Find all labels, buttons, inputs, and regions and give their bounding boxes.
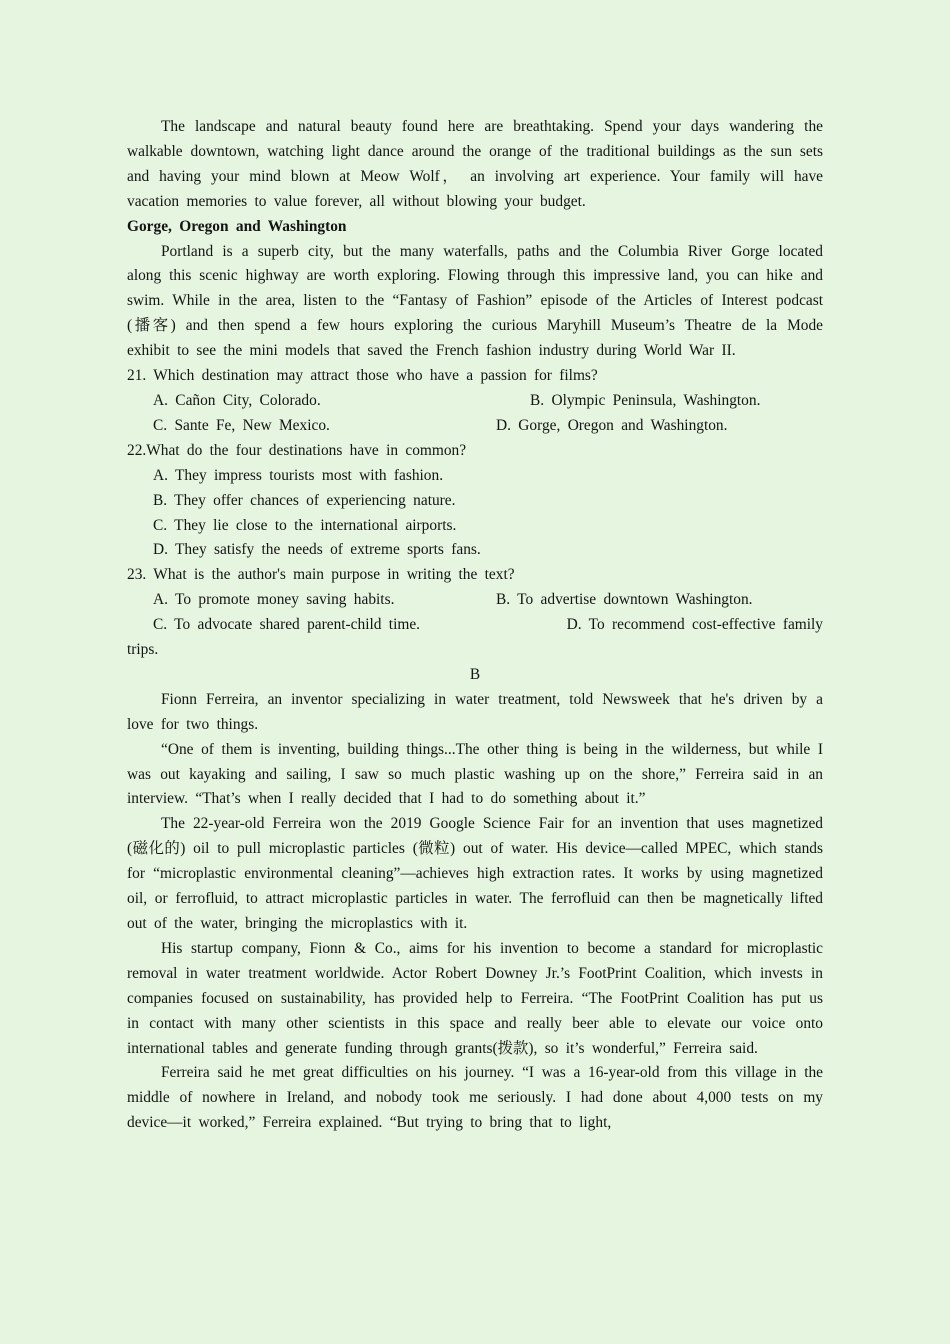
paragraph-b-1: Fionn Ferreira, an inventor specializing in water treatment, told Newsweek that he's driven by a love for two things.	[127, 690, 823, 733]
paragraph-b-3: The 22-year-old Ferreira won the 2019 Google Science Fair for an invention that uses magnetized (磁化的) oil to pull microplastic particles (微粒) out of water. His device—called MPEC, which stands for “microplastic environmental cleaning”—achieves high extraction rates. It works by using magnetized oil, or ferrofluid, to attract microplastic particles in water. The ferrofluid can then be magnetically lifted out of the water, bringing the microplastics with it.	[127, 815, 823, 932]
question-21-option-a: A. Cañon City, Colorado.	[153, 391, 321, 409]
question-22-option-d: D. They satisfy the needs of extreme sports fans.	[153, 541, 481, 559]
question-22-stem: 22.What do the four destinations have in common?	[127, 441, 467, 459]
question-23-options-row-2	[153, 613, 823, 638]
question-22-option-a: A. They impress tourists most with fashion.	[153, 466, 444, 484]
question-23-option-a: A. To promote money saving habits.	[153, 591, 395, 609]
paragraph-b-4: His startup company, Fionn & Co., aims for his invention to become a standard for microplastic removal in water treatment worldwide. Actor Robert Downey Jr.’s FootPrint Coalition, which invests in companies focused on sustainability, has provided help to Ferreira. “The FootPrint Coalition has put us in contact with many other scientists in this space and really beer able to elevate our voice onto international tables and generate funding through grants(拨款), so it’s wonderful,” Ferreira said.	[127, 939, 823, 1057]
section-label-b: B	[469, 665, 481, 683]
question-23-option-b: B. To advertise downtown Washington.	[496, 591, 753, 609]
question-22-option-c: C. They lie close to the international airports.	[153, 516, 457, 534]
question-21-option-d: D. Gorge, Oregon and Washington.	[496, 416, 728, 434]
question-23-options-row-1	[153, 588, 823, 613]
question-21-options-row-2	[153, 414, 823, 439]
question-23-option-d-continuation: trips.	[127, 641, 159, 659]
heading-gorge: Gorge, Oregon and Washington	[127, 217, 347, 235]
question-21-option-b: B. Olympic Peninsula, Washington.	[530, 391, 761, 409]
paragraph-b-2: “One of them is inventing, building things...The other thing is being in the wilderness, but while I was out kayaking and sailing, I saw so much plastic washing up on the shore,” Ferreira said in an interview. “That’s when I really decided that I had to do something about it.”	[127, 740, 823, 808]
question-23-option-d: D. To recommend cost-effective family	[566, 616, 823, 634]
question-21-stem: 21. Which destination may attract those who have a passion for films?	[127, 367, 598, 385]
question-21-options-row-1	[153, 389, 823, 414]
paragraph-meow-wolf: The landscape and natural beauty found here are breathtaking. Spend your days wandering the walkable downtown, watching light dance around the orange of the traditional buildings as the sun sets and having your mind blown at Meow Wolf， an involving art experience. Your family will have vacation memories to value forever, all without blowing your budget.	[127, 118, 823, 210]
question-23-stem: 23. What is the author's main purpose in writing the text?	[127, 566, 515, 584]
paragraph-b-5: Ferreira said he met great difficulties on his journey. “I was a 16-year-old from this village in the middle of nowhere in Ireland, and nobody took me seriously. I had done about 4,000 tests on my device—it worked,” Ferreira explained. “But trying to bring that to light,	[127, 1064, 823, 1132]
document-page	[127, 115, 823, 1136]
paragraph-gorge: Portland is a superb city, but the many waterfalls, paths and the Columbia River Gorge located along this scenic highway are worth exploring. Flowing through this impressive land, you can hike and swim. While in the area, listen to the “Fantasy of Fashion” episode of the Articles of Interest podcast (播客) and then spend a few hours exploring the curious Maryhill Museum’s Theatre de la Mode exhibit to see the mini models that saved the French fashion industry during World War II.	[127, 242, 823, 360]
question-21-option-c: C. Sante Fe, New Mexico.	[153, 416, 330, 434]
question-23-option-c: C. To advocate shared parent-child time.	[153, 616, 421, 634]
question-22-option-b: B. They offer chances of experiencing nature.	[153, 491, 456, 509]
